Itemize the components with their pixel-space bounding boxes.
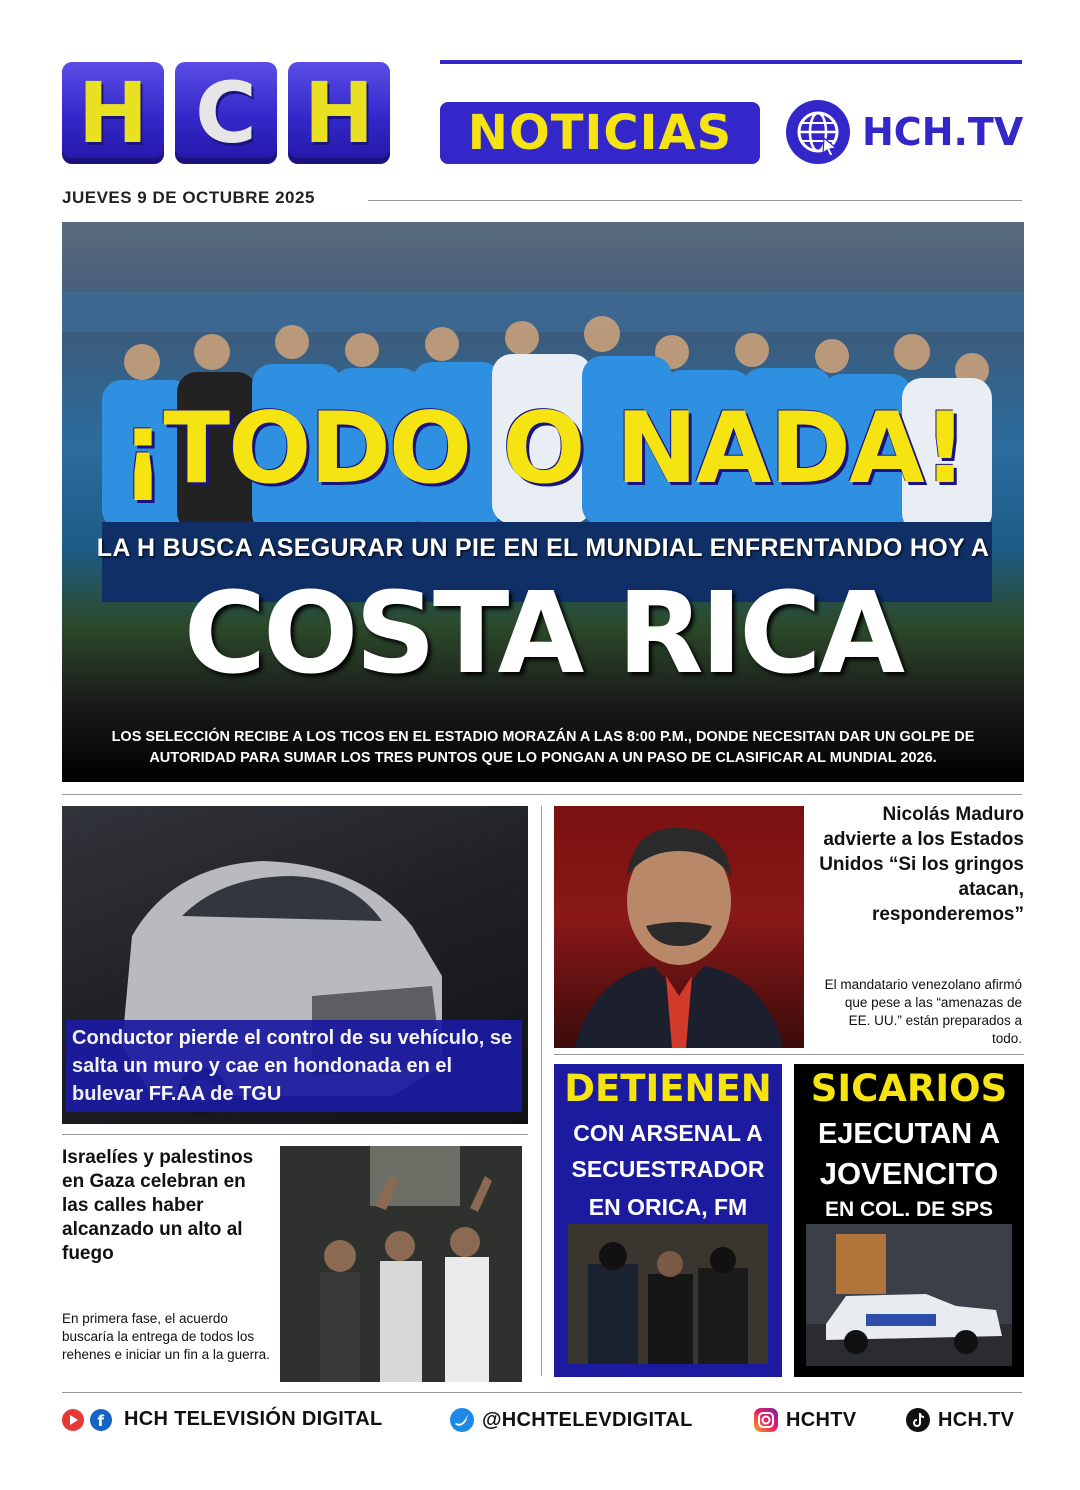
car-caption[interactable]: Conductor pierde el control de su vehículo, se salta un muro y cae en hondonada en el bulevar FF.AA de TGU [66, 1020, 522, 1112]
gaza-celebration-photo [280, 1146, 522, 1382]
gaza-headline[interactable]: Israelíes y palestinos en Gaza celebran en las calles haber alcanzado un alto al fuego [62, 1147, 254, 1264]
column-divider [541, 806, 542, 1376]
maduro-headline[interactable]: Nicolás Maduro advierte a los Estados Unidos “Si los gringos atacan, responderemos” [819, 804, 1024, 925]
dateline: JUEVES 9 DE OCTUBRE 2025 [62, 188, 315, 207]
sicarios-line3: EN COL. DE SPS [824, 1198, 994, 1221]
detienen-line3: EN ORICA, FM [588, 1194, 748, 1220]
facebook-icon[interactable] [90, 1409, 112, 1431]
youtube-icon[interactable] [62, 1409, 84, 1431]
globe-icon[interactable] [786, 100, 850, 164]
arrest-photo [568, 1224, 768, 1364]
hero-headline: ¡TODO O NADA! [120, 392, 966, 506]
hero-caption: LOS SELECCIÓN RECIBE A LOS TICOS EN EL ESTADIO MORAZÁN A LAS 8:00 P.M., DONDE NECESITAN DAR UN GOLPE DE AUTORIDAD PARA SUMAR LOS TRES PUNTOS QUE LO PONGAN A UN PASO DE CLASIFICAR AL MUNDIAL 2026. [111, 729, 975, 766]
logo-box-c [175, 62, 277, 164]
maduro-photo [554, 806, 804, 1048]
facebook-handle[interactable]: HCH TELEVISIÓN DIGITAL [124, 1408, 383, 1430]
logo-letter: H [303, 64, 375, 162]
sicarios-line1: EJECUTAN A [817, 1118, 1001, 1150]
footer-social-tiktok[interactable] [906, 1408, 1014, 1432]
section-rule [62, 794, 1022, 795]
twitter-icon[interactable] [450, 1408, 474, 1432]
footer-social-twitter[interactable] [450, 1408, 693, 1432]
car-rule [62, 1134, 528, 1135]
sicarios-title: SICARIOS [810, 1067, 1008, 1110]
date-rule [368, 200, 1022, 201]
logo-box-h1 [62, 62, 164, 164]
svg-text:f: f [97, 1411, 105, 1430]
sicarios-box[interactable] [794, 1064, 1024, 1377]
section-label: NOTICIAS [440, 102, 760, 164]
hero-kicker: LA H BUSCA ASEGURAR UN PIE EN EL MUNDIAL ENFRENTANDO HOY A [96, 534, 990, 562]
footer-social-facebook[interactable] [62, 1408, 382, 1431]
masthead-rule [440, 60, 1022, 64]
maduro-rule [554, 1054, 1024, 1055]
site-url[interactable]: HCH.TV [862, 110, 1024, 154]
police-truck-photo [806, 1224, 1012, 1366]
footer-rule [62, 1392, 1022, 1393]
logo-box-h2 [288, 62, 390, 164]
maduro-description: El mandatario venezolano afirmó que pese a las “amenazas de EE. UU.” están preparados a todo. [824, 977, 1022, 1046]
detienen-box[interactable] [554, 1064, 782, 1377]
logo-letter: H [77, 64, 149, 162]
sicarios-line2: JOVENCITO [819, 1156, 999, 1191]
detienen-title: DETIENEN [564, 1067, 772, 1110]
instagram-handle[interactable]: HCHTV [786, 1408, 857, 1431]
detienen-line2: SECUESTRADOR [571, 1156, 765, 1182]
gaza-description: En primera fase, el acuerdo buscaría la entrega de todos los rehenes e iniciar un fin a la guerra. [62, 1311, 270, 1362]
detienen-line1: CON ARSENAL A [573, 1120, 763, 1146]
tiktok-handle[interactable]: HCH.TV [938, 1408, 1015, 1431]
hero-photo [62, 222, 1024, 782]
logo [62, 62, 390, 166]
hero-headline-big: COSTA RICA [183, 569, 903, 699]
twitter-handle[interactable]: @HCHTELEVDIGITAL [482, 1408, 693, 1431]
logo-letter: C [195, 64, 257, 162]
tiktok-icon[interactable] [906, 1408, 930, 1432]
footer-social-instagram[interactable] [754, 1408, 856, 1432]
instagram-icon[interactable] [754, 1408, 778, 1432]
